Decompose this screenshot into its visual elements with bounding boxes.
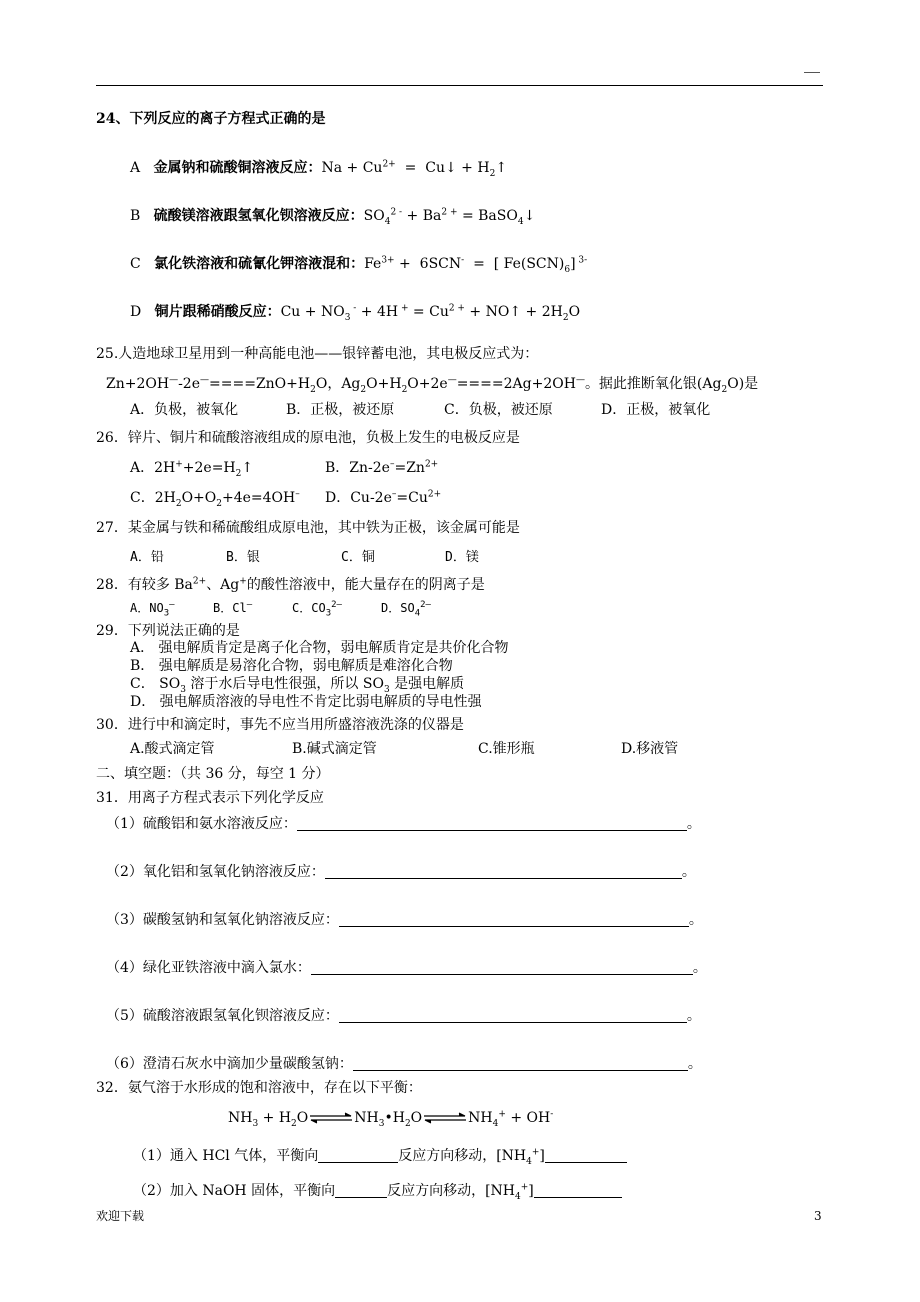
q31-item-4: （4）绿化亚铁溶液中滴入氯水： 。	[106, 960, 707, 976]
answer-blank[interactable]	[353, 1056, 688, 1071]
q31-item-6: （6）澄清石灰水中滴加少量碳酸氢钠： 。	[106, 1056, 702, 1072]
q28-option-a: A．$NO_3^-$	[130, 600, 175, 619]
q30-stem: 30．进行中和滴定时，事先不应当用所盛溶液洗涤的仪器是	[96, 717, 464, 733]
answer-blank[interactable]	[545, 1148, 627, 1163]
q29-stem: 29．下列说法正确的是	[96, 623, 240, 639]
answer-blank[interactable]	[297, 816, 687, 831]
q28-option-d: D．$SO_4^{2-}$	[381, 600, 431, 619]
q25-equation: $Zn+2OH^—-2e^—====ZnO+H_2O$，$Ag_2O+H_2O+2e^—====2Ag+2OH^—$。据此推断氧化银$(Ag_2O)$是	[106, 375, 759, 395]
footer-text: 欢迎下载	[96, 1209, 145, 1223]
q27-option-c: C．铜	[341, 550, 375, 565]
q29-option-c: C． $SO_3$ 溶于水后导电性很强，所以 $SO_3$ 是强电解质	[130, 676, 465, 695]
q30-option-c: C.锥形瓶	[478, 741, 535, 757]
q29-option-b: B． 强电解质是易溶化合物，弱电解质是难溶化合物	[130, 658, 453, 674]
q27-stem: 27．某金属与铁和稀硫酸组成原电池，其中铁为正极，该金属可能是	[96, 520, 520, 536]
q25-option-c: C．负极，被还原	[444, 402, 553, 418]
q24-option-d: D 铜片跟稀硝酸反应：$Cu + NO_3$ - + 4H $^+ = Cu^{2 +}$ + NO↑ + $2H_2O$	[130, 303, 581, 323]
answer-blank[interactable]	[311, 960, 693, 975]
q25-option-d: D．正极，被氧化	[601, 402, 711, 418]
q29-option-a: A． 强电解质肯定是离子化合物，弱电解质肯定是共价化合物	[130, 640, 509, 656]
q29-option-d: D． 强电解质溶液的导电性不肯定比弱电解质的导电性强	[130, 694, 482, 710]
q31-item-3: （3）碳酸氢钠和氢氧化钠溶液反应： 。	[106, 912, 703, 928]
q27-option-a: A．铅	[130, 550, 164, 565]
q26-option-c: C．$2H_2O+O_2+4e=4OH^-$	[130, 489, 300, 509]
answer-blank[interactable]	[318, 1148, 398, 1163]
q25-option-a: A．负极，被氧化	[130, 402, 239, 418]
q31-stem: 31．用离子方程式表示下列化学反应	[96, 790, 324, 806]
equilibrium-arrow-icon	[309, 1112, 353, 1124]
page-number: 3	[814, 1209, 822, 1223]
q27-option-d: D．镁	[445, 550, 479, 565]
answer-blank[interactable]	[325, 864, 682, 879]
q28-option-c: C．$CO_3^{2-}$	[292, 600, 342, 619]
q25-option-b: B．正极，被还原	[286, 402, 395, 418]
q25-stem: 25.人造地球卫星用到一种高能电池——银锌蓄电池，其电极反应式为：	[96, 346, 539, 362]
answer-blank[interactable]	[335, 1183, 387, 1198]
answer-blank[interactable]	[339, 1008, 687, 1023]
q27-option-b: B．银	[226, 550, 260, 565]
q26-option-b: B．$Zn-2e^-=Zn^{2+}$	[325, 459, 439, 476]
q30-option-a: A.酸式滴定管	[130, 741, 215, 757]
q26-option-d: D．$Cu-2e^-=Cu^{2+}$	[325, 489, 442, 506]
q30-option-b: B.碱式滴定管	[292, 741, 377, 757]
q28-stem: 28．有较多 $Ba^{2+}$、Ag+的酸性溶液中，能大量存在的阴离子是	[96, 576, 485, 593]
q26-stem: 26．锌片、铜片和硫酸溶液组成的原电池，负极上发生的电极反应是	[96, 430, 520, 446]
q32-sub-2: （2）加入 NaOH 固体，平衡向 反应方向移动，$[NH_4^+]$	[133, 1183, 622, 1198]
q24-stem: 24、下列反应的离子方程式正确的是	[96, 111, 326, 127]
q24-option-a: A 金属钠和硫酸铜溶液反应：$Na + Cu^{2+}$ = Cu↓ + $H_2↑$	[130, 159, 508, 179]
q31-item-2: （2）氧化铝和氢氧化钠溶液反应： 。	[106, 864, 696, 880]
section2-title: 二、填空题：（共 36 分，每空 1 分）	[96, 766, 330, 782]
q32-stem: 32．氨气溶于水形成的饱和溶液中，存在以下平衡：	[96, 1080, 422, 1096]
q26-option-a: A．$2H^++2e=H_2↑$	[130, 459, 254, 479]
q24-option-b: B 硫酸镁溶液跟氢氧化钡溶液反应：$SO_4^{2 -} + Ba^{2 +}$ = BaSO$_4$↓	[130, 207, 536, 227]
header-dash	[804, 72, 820, 73]
q30-option-d: D.移液管	[621, 741, 679, 757]
q24-option-c: C 氯化铁溶液和硫氰化钾溶液混和：$Fe^{3+} + 6SCN^-$ = [ $Fe(SCN)_6$] $^{3-}$	[130, 255, 588, 275]
equilibrium-arrow-icon	[423, 1112, 467, 1124]
q31-item-1: （1）硫酸铝和氨水溶液反应： 。	[106, 816, 701, 832]
q28-option-b: B．Cl–	[213, 600, 253, 615]
answer-blank[interactable]	[534, 1183, 622, 1198]
q31-item-5: （5）硫酸溶液跟氢氧化钡溶液反应： 。	[106, 1008, 701, 1024]
answer-blank[interactable]	[339, 912, 689, 927]
header-rule	[96, 85, 823, 86]
q32-equilibrium: $NH_3 + H_2O$ $NH_3•H_2O$ $NH_4^+ + OH^-$	[228, 1109, 554, 1129]
q32-sub-1: （1）通入 HCl 气体，平衡向 反应方向移动，$[NH_4^+]$	[133, 1148, 627, 1163]
